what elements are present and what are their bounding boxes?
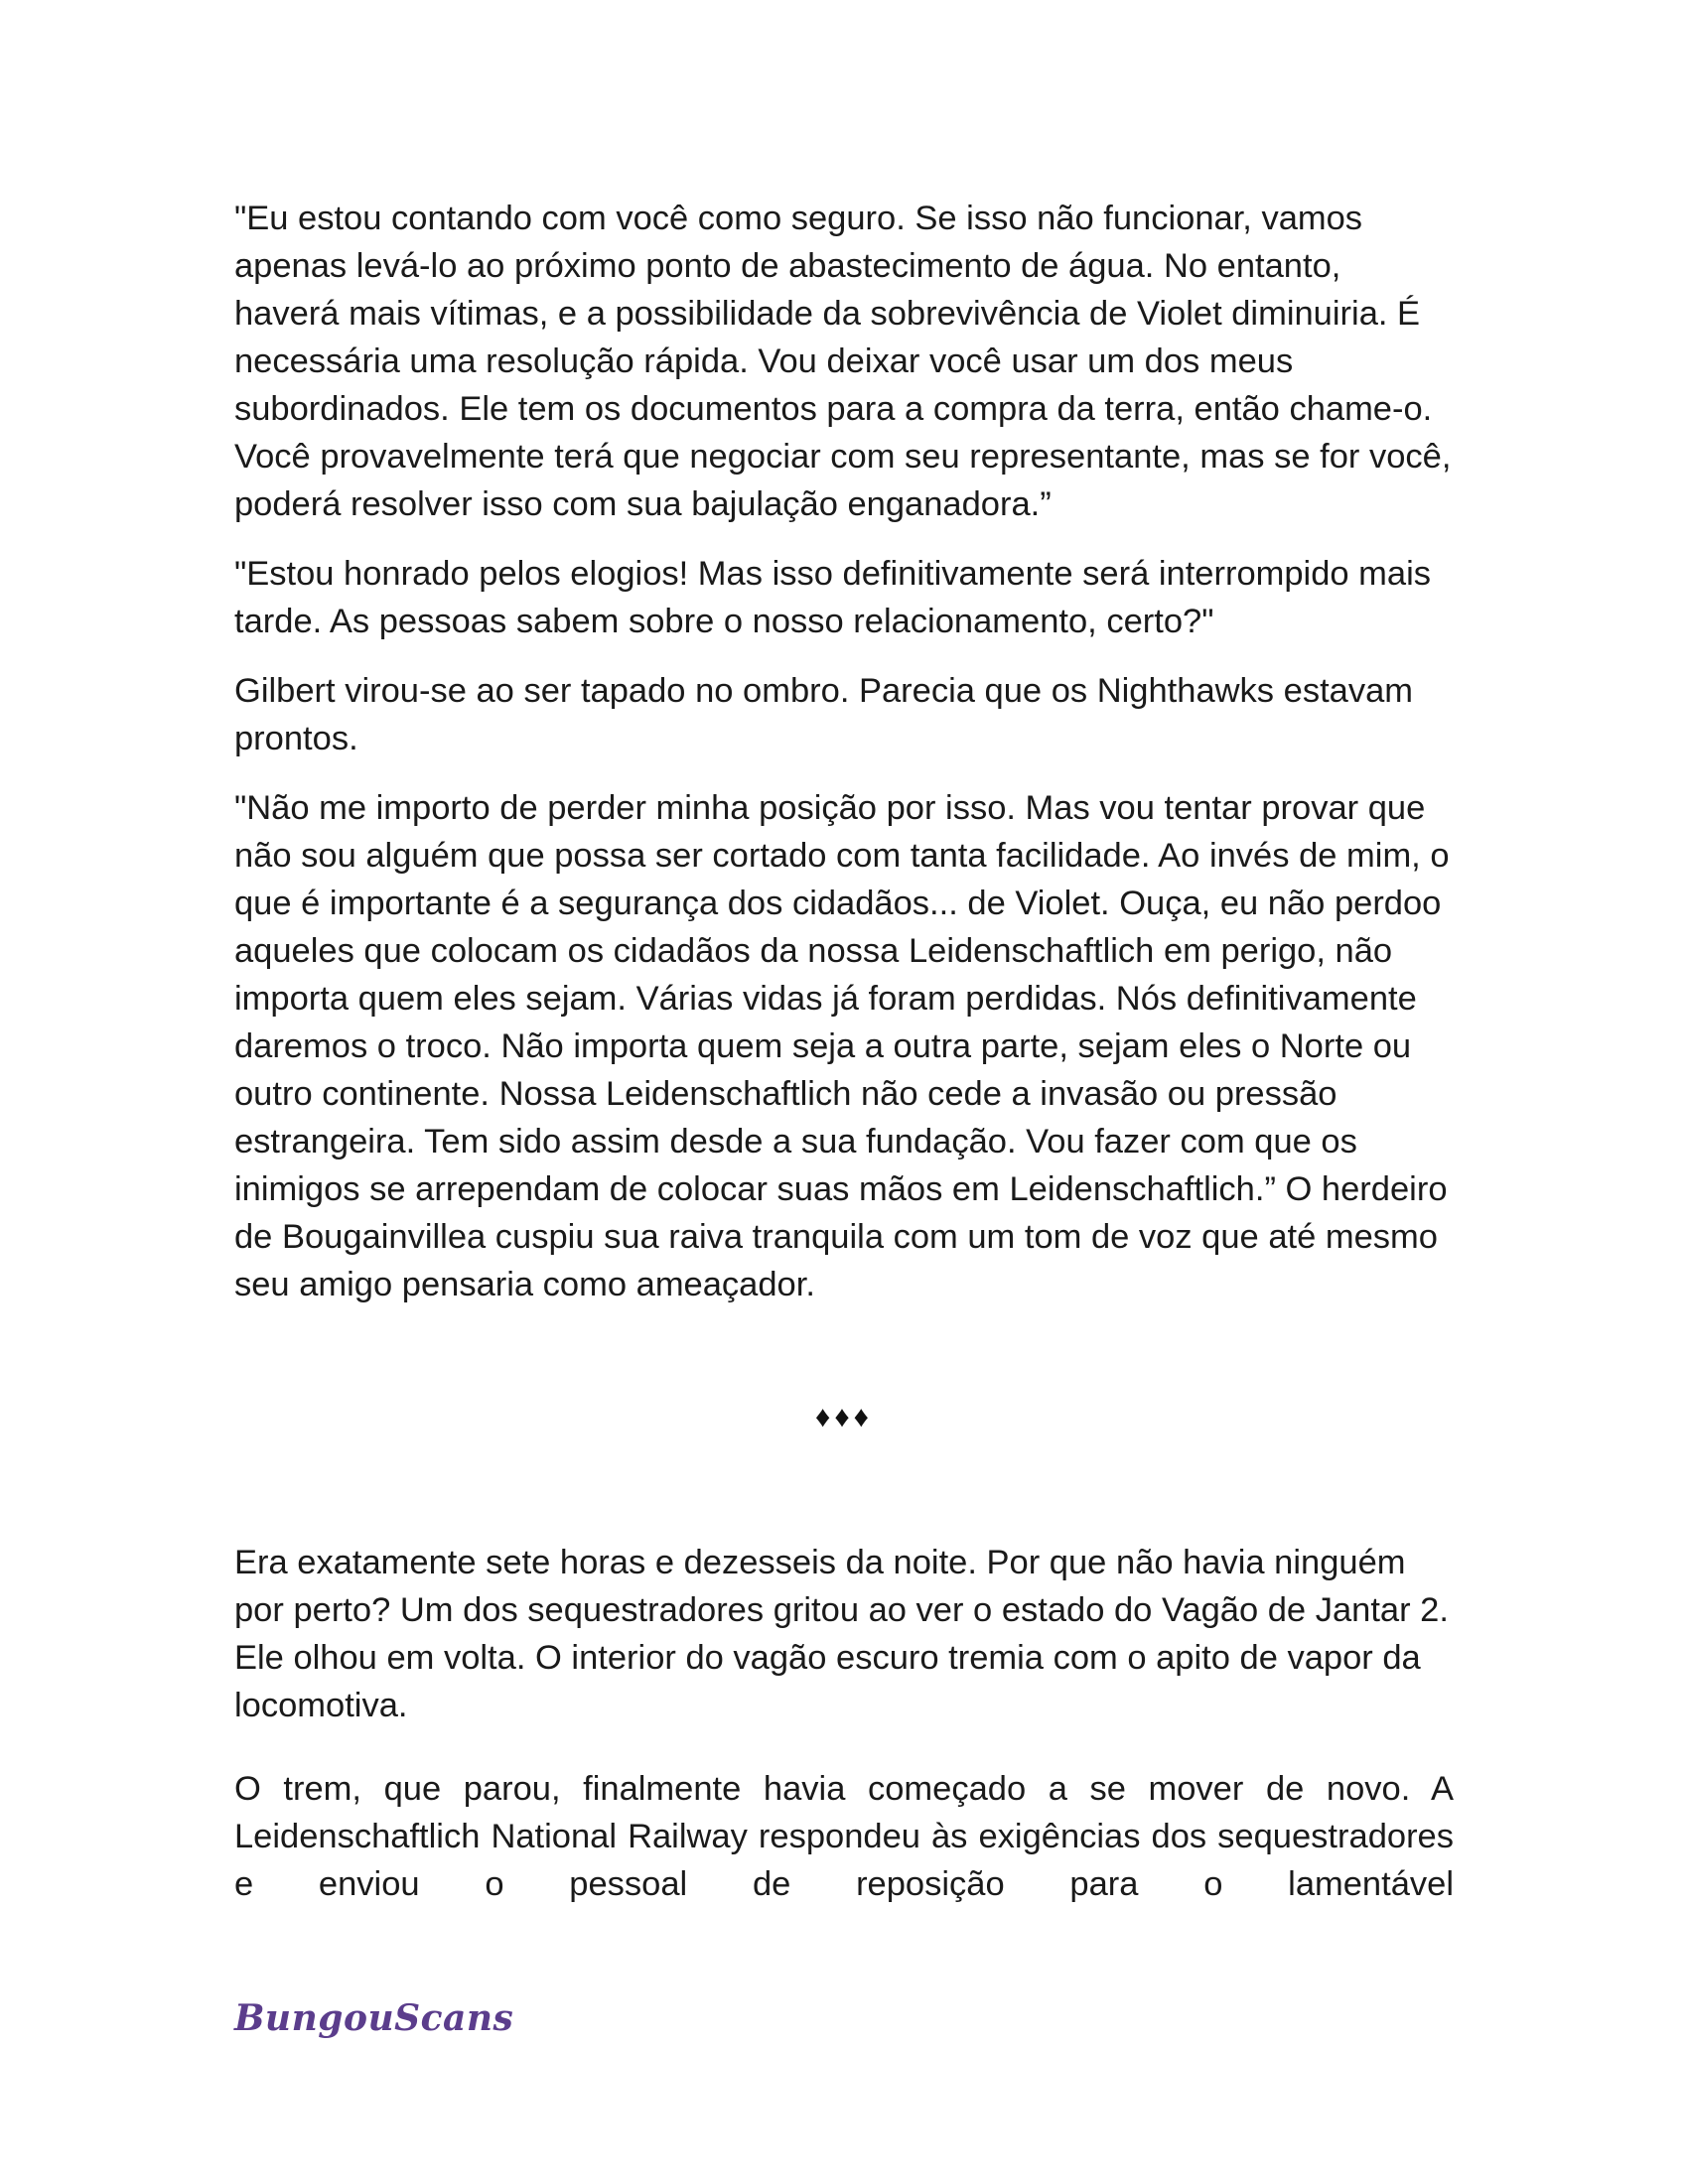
document-body xyxy=(234,195,1454,1330)
paragraph: Gilbert virou-se ao ser tapado no ombro. Parecia que os Nighthawks estavam prontos. xyxy=(234,672,1414,757)
document-body-section-2 xyxy=(234,1539,1454,1944)
scanlation-watermark: BungouScans xyxy=(234,1997,514,2039)
scene-separator: ♦♦♦ xyxy=(815,1401,873,1433)
paragraph: Era exatamente sete horas e dezesseis da noite. Por que não havia ninguém por perto? Um dos sequestradores gritou ao ver o estado do Vagão de Jantar 2. Ele olhou em volta. O interior do vagão escuro tremia com o apito de vapor da locomotiva. xyxy=(234,1544,1449,1724)
paragraph: "Eu estou contando com você como seguro. Se isso não funcionar, vamos apenas levá-lo ao próximo ponto de abastecimento de água. No entanto, haverá mais vítimas, e a possibilidade da sobrevivência de Violet diminuiria. É necessária uma resolução rápida. Vou deixar você usar um dos meus subordinados. Ele tem os documentos para a compra da terra, então chame-o. Você provavelmente terá que negociar com seu representante, mas se for você, poderá resolver isso com sua bajulação enganadora.” xyxy=(234,200,1452,523)
paragraph: "Estou honrado pelos elogios! Mas isso definitivamente será interrompido mais tarde. As pessoas sabem sobre o nosso relacionamento, certo?" xyxy=(234,555,1432,640)
paragraph: O trem, que parou, finalmente havia começado a se mover de novo. A Leidenschaftlich National Railway respondeu às exigências dos sequestradores e enviou o pessoal de reposição para o lamentável xyxy=(234,1770,1454,1903)
paragraph: "Não me importo de perder minha posição por isso. Mas vou tentar provar que não sou alguém que possa ser cortado com tanta facilidade. Ao invés de mim, o que é importante é a segurança dos cidadãos... de Violet. Ouça, eu não perdoo aqueles que colocam os cidadãos da nossa Leidenschaftlich em perigo, não importa quem eles sejam. Várias vidas já foram perdidas. Nós definitivamente daremos o troco. Não importa quem seja a outra parte, sejam eles o Norte ou outro continente. Nossa Leidenschaftlich não cede a invasão ou pressão estrangeira. Tem sido assim desde a sua fundação. Vou fazer com que os inimigos se arrependam de colocar suas mãos em Leidenschaftlich.” O herdeiro de Bougainvillea cuspiu sua raiva tranquila com um tom de voz que até mesmo seu amigo pensaria como ameaçador. xyxy=(234,789,1450,1303)
